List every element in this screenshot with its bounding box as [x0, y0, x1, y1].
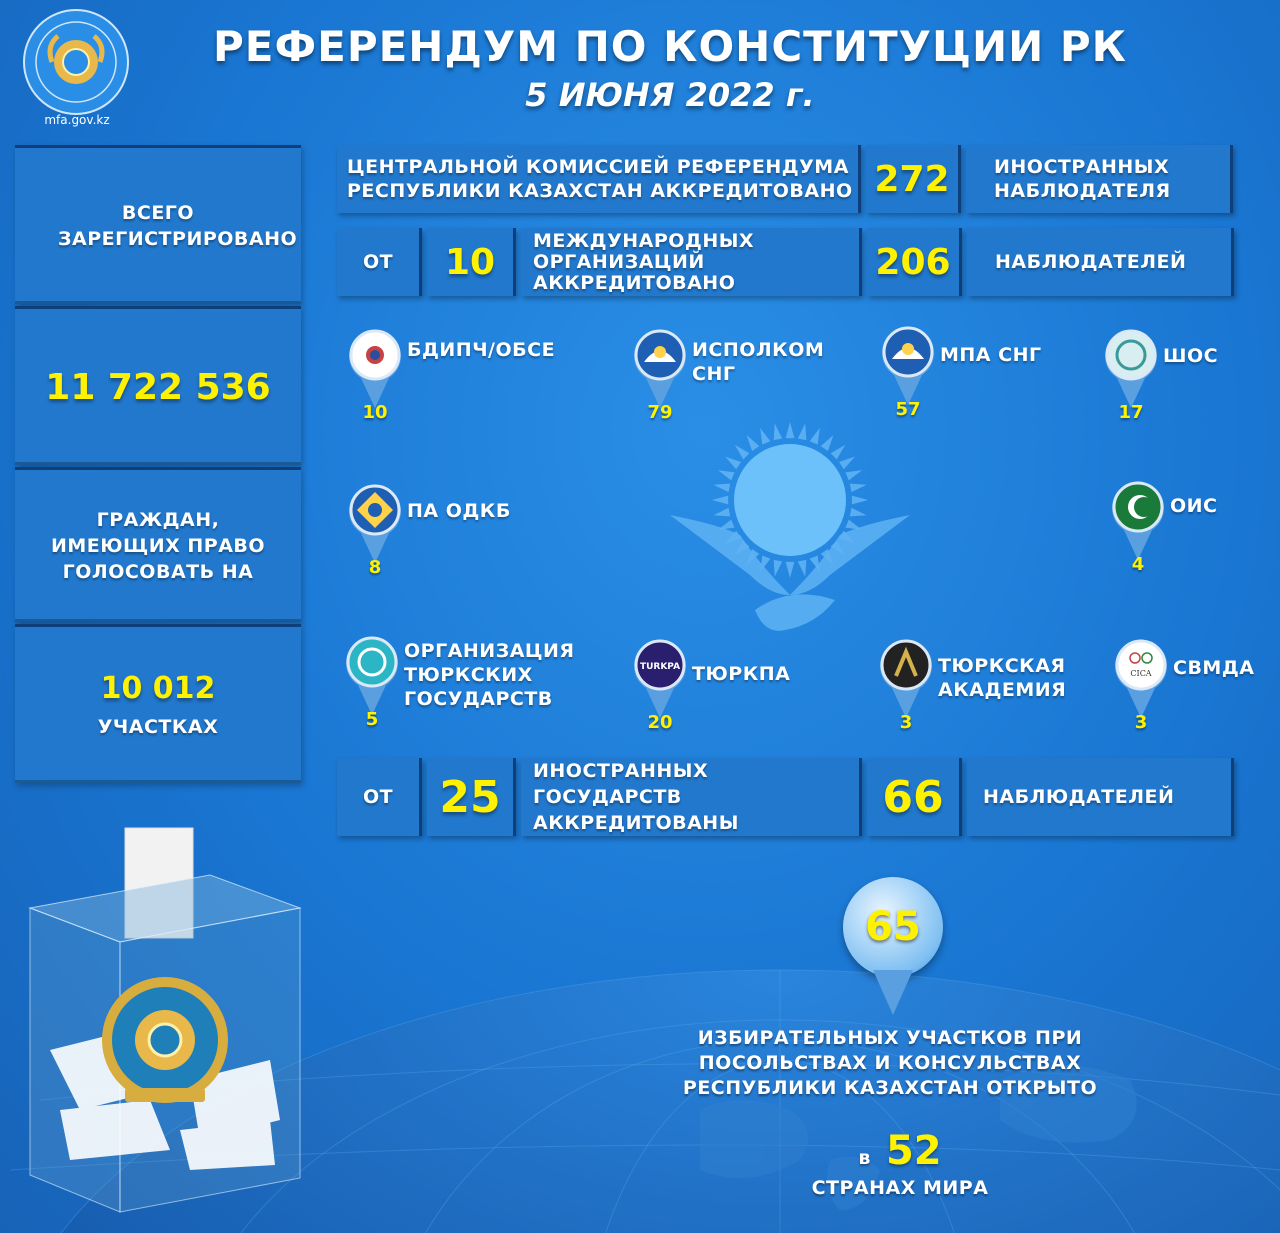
org-name: ТЮРКПА — [692, 663, 791, 685]
sun-ray — [839, 457, 855, 470]
stations-box — [15, 624, 301, 783]
turkpa-logo-icon — [632, 638, 688, 718]
org-item — [344, 635, 604, 735]
orgs-label-cell — [521, 228, 862, 296]
registered-value-box — [15, 306, 301, 465]
org-count: 8 — [368, 557, 382, 578]
ballot-box-illustration — [20, 820, 320, 1220]
turkic-academy-logo-icon — [878, 638, 934, 718]
cica-logo-text: CICA — [1130, 669, 1152, 678]
org-item — [347, 483, 607, 583]
abroad-stations-value: 65 — [865, 904, 921, 950]
org-item — [632, 328, 892, 428]
badge-pointer — [873, 970, 913, 1020]
org-name: ПА ОДКБ — [407, 500, 511, 522]
org-name: ОИС — [1170, 495, 1218, 517]
org-count: 5 — [365, 709, 379, 730]
org-item — [878, 638, 1138, 738]
sun-ray — [810, 428, 820, 445]
states-observers-unit: НАБЛЮДАТЕЛЕЙ — [983, 786, 1175, 808]
osce-logo-icon — [347, 328, 403, 408]
orgs-observers-value: 206 — [867, 228, 962, 296]
registered-label-box — [15, 145, 301, 304]
citizens-label: ГРАЖДАН, ИМЕЮЩИХ ПРАВО ГОЛОСОВАТЬ НА — [50, 509, 266, 583]
org-item — [1113, 638, 1280, 738]
sun-ray — [850, 484, 867, 493]
org-item — [632, 638, 892, 738]
states-label: ИНОСТРАННЫХ ГОСУДАРСТВ АККРЕДИТОВАНЫ — [533, 760, 739, 834]
abroad-stations-label: ИЗБИРАТЕЛЬНЫХ УЧАСТКОВ ПРИ ПОСОЛЬСТВАХ И КОНСУЛЬСТВАХ РЕСПУБЛИКИ КАЗАХСТАН ОТКРЫТО — [682, 1027, 1098, 1099]
cis-logo-icon — [632, 328, 688, 408]
org-name: МПА СНГ — [940, 344, 1042, 366]
countries-in-label: в — [858, 1147, 871, 1169]
commission-label: ЦЕНТРАЛЬНОЙ КОМИССИЕЙ РЕФЕРЕНДУМА РЕСПУБЛИКИ КАЗАХСТАН АККРЕДИТОВАНО — [347, 156, 853, 202]
org-item — [1103, 328, 1280, 428]
sun-ray — [821, 435, 834, 451]
mfa-emblem-logo — [22, 8, 130, 116]
orgs-label: МЕЖДУНАРОДНЫХ ОРГАНИЗАЦИЙ АККРЕДИТОВАНО — [533, 229, 755, 294]
org-name: ТЮРКСКАЯ АКАДЕМИЯ — [938, 655, 1067, 701]
registered-value: 11 722 536 — [45, 366, 271, 408]
sun-ray — [725, 457, 741, 470]
countries-value: 52 — [885, 1128, 942, 1174]
commission-label-cell — [337, 145, 861, 213]
sun-ray — [845, 470, 862, 480]
sun-ray — [852, 496, 868, 505]
observers-total-value: 272 — [866, 145, 961, 213]
org-count: 17 — [1118, 402, 1144, 423]
countries-line — [600, 1128, 1200, 1174]
sun-ray — [713, 508, 730, 517]
states-observers-value: 66 — [867, 758, 962, 836]
org-item — [880, 325, 1140, 425]
cis-logo-icon — [880, 325, 936, 405]
org-count: 57 — [895, 399, 921, 420]
stations-label: УЧАСТКАХ — [97, 715, 219, 738]
accredited-observers-row — [337, 145, 1238, 213]
org-name: ИСПОЛКОМ СНГ — [692, 339, 825, 385]
page-date: 5 ИЮНЯ 2022 г. — [525, 76, 815, 114]
states-observers-unit-cell — [967, 758, 1234, 836]
sun-ray — [774, 560, 783, 577]
stations-value: 10 012 — [100, 670, 216, 706]
sun-ray — [850, 508, 867, 517]
org-name: БДИПЧ/ОБСЕ — [407, 339, 556, 361]
org-item — [347, 328, 607, 428]
orgs-observers-unit: НАБЛЮДАТЕЛЕЙ — [995, 251, 1187, 273]
csto-logo-icon — [347, 483, 403, 563]
org-count: 10 — [362, 402, 388, 423]
sun-ray — [786, 562, 795, 578]
states-count-value: 25 — [427, 758, 516, 836]
page-title: РЕФЕРЕНДУМ ПО КОНСТИТУЦИИ РК — [213, 22, 1127, 71]
cica-logo-icon — [1113, 638, 1169, 718]
sun-ray — [760, 428, 770, 445]
site-url[interactable]: mfa.gov.kz — [44, 113, 110, 127]
abroad-stations-badge — [843, 877, 943, 977]
ots-logo-icon — [344, 635, 400, 715]
sun-ray — [713, 484, 730, 493]
registered-label: ВСЕГО ЗАРЕГИСТРИРОВАНО — [58, 202, 298, 250]
org-count: 4 — [1131, 554, 1145, 575]
foreign-states-row — [337, 758, 1239, 836]
from-label: ОТ — [362, 251, 394, 273]
turkpa-logo-text: TURKPA — [639, 662, 681, 672]
from-cell — [337, 758, 422, 836]
sun-eagle-emblem — [660, 415, 920, 645]
org-count: 3 — [1134, 712, 1148, 733]
sun-ray — [831, 445, 845, 459]
from-label: ОТ — [362, 786, 394, 808]
org-name: ШОС — [1163, 345, 1219, 367]
international-orgs-row — [337, 228, 1239, 296]
sun-ray — [718, 470, 735, 480]
org-count: 20 — [647, 712, 673, 733]
from-cell — [337, 228, 422, 296]
countries-label: СТРАНАХ МИРА — [811, 1177, 989, 1199]
sun-ray — [747, 435, 760, 451]
observers-total-unit: ИНОСТРАННЫХ НАБЛЮДАТЕЛЯ — [994, 156, 1171, 202]
sco-logo-icon — [1103, 328, 1159, 408]
oic-logo-icon — [1110, 480, 1166, 560]
org-count: 3 — [899, 712, 913, 733]
org-count: 79 — [647, 402, 673, 423]
sun-ray — [712, 496, 728, 505]
org-name: СВМДА — [1173, 657, 1255, 679]
citizens-label-box — [15, 467, 301, 622]
orgs-observers-unit-cell — [967, 228, 1234, 296]
org-item — [1110, 480, 1280, 580]
states-label-cell — [521, 758, 862, 836]
orgs-count-value: 10 — [427, 228, 516, 296]
sun-ray — [735, 445, 749, 459]
sun-ray — [798, 560, 807, 577]
observers-total-unit-cell — [966, 145, 1233, 213]
org-name: ОРГАНИЗАЦИЯ ТЮРКСКИХ ГОСУДАРСТВ — [404, 640, 575, 710]
